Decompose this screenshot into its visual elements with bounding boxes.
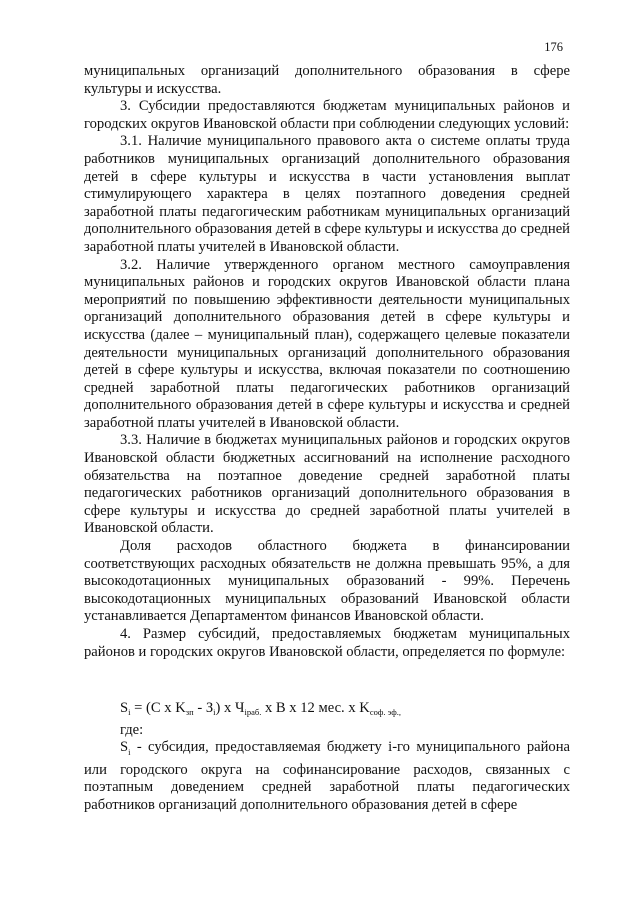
formula-lhs: S [120, 700, 129, 717]
paragraph-clause-3-3: 3.3. Наличие в бюджетах муниципальных районов и городских округов Ивановской области бюджетных ассигнований на исполнение расходного обязательства на поэтапное доведение средней заработной платы педагогических работников организаций дополнительного образования в сфере культуры и искусства до средней заработной платы учителей в Ивановской области. [84, 432, 570, 537]
paragraph-clause-3-2: 3.2. Наличие утвержденного органом местного самоуправления муниципальных районов и городских округов Ивановской области плана мероприятий по повышению эффективности деятельности муниципальных организаций дополнительного образования детей в сфере культуры и искусства (далее – муниципальный план), содержащего целевые показатели деятельности муниципальных организаций дополнительного образования детей в сфере культуры и искусства, включая показатели по соотношению средней заработной платы педагогических работников организаций дополнительного образования детей в сфере культуры и искусства и средней заработной платы учителей в Ивановской области. [84, 256, 570, 431]
formula-subscript: i [213, 707, 216, 718]
paragraph-clause-3: 3. Субсидии предоставляются бюджетам муниципальных районов и городских округов Ивановской области при соблюдении следующих условий: [84, 98, 570, 132]
paragraph-clause-4: 4. Размер субсидий, предоставляемых бюджетам муниципальных районов и городских округов Ивановской области, определяется по формуле: [84, 626, 570, 660]
formula-subscript: соф. эф., [369, 707, 401, 718]
definition-symbol: S [120, 739, 129, 756]
definition-text: - субсидия, предоставляемая бюджету i-го муниципального района или городского округа на софинансирование расходов, связанных с поэтапным доведением средней заработной платы педагогических работников организаций дополнительного образования детей в сфере [84, 739, 570, 814]
paragraph-clause-3-1: 3.1. Наличие муниципального правового акта о системе оплаты труда работников муниципальных организаций дополнительного образования детей в сфере культуры и искусства в части установления выплат стимулирующего характера в целях поэтапного доведения средней заработной платы педагогическим работникам муниципальных организаций дополнительного образования детей в сфере культуры и искусства до средней заработной платы учителей в Ивановской области. [84, 133, 570, 255]
subsidy-formula [120, 700, 570, 722]
formula-part: = (C х K [130, 700, 186, 717]
where-label: где: [120, 721, 144, 738]
paragraph-continuation: муниципальных организаций дополнительного образования в сфере культуры и искусства. [84, 63, 570, 97]
formula-subscript: iраб. [244, 707, 262, 718]
page-number: 176 [544, 40, 563, 54]
paragraph-budget-share: Доля расходов областного бюджета в финансировании соответствующих расходных обязательств не должна превышать 95%, а для высокодотационных муниципальных образований - 99%. Перечень высокодотационных муниципальных образований Ивановской области устанавливается Департаментом финансов Ивановской области. [84, 538, 570, 625]
formula-part: х В х 12 мес. х K [261, 700, 370, 717]
formula-part: - З [193, 700, 214, 717]
definition-symbol-subscript: i [128, 747, 131, 758]
formula-lhs-subscript: i [128, 707, 131, 718]
document-body [84, 63, 570, 815]
formula-subscript: зп [185, 707, 194, 718]
definition-si [84, 739, 570, 814]
formula-part: ) х Ч [215, 700, 245, 717]
